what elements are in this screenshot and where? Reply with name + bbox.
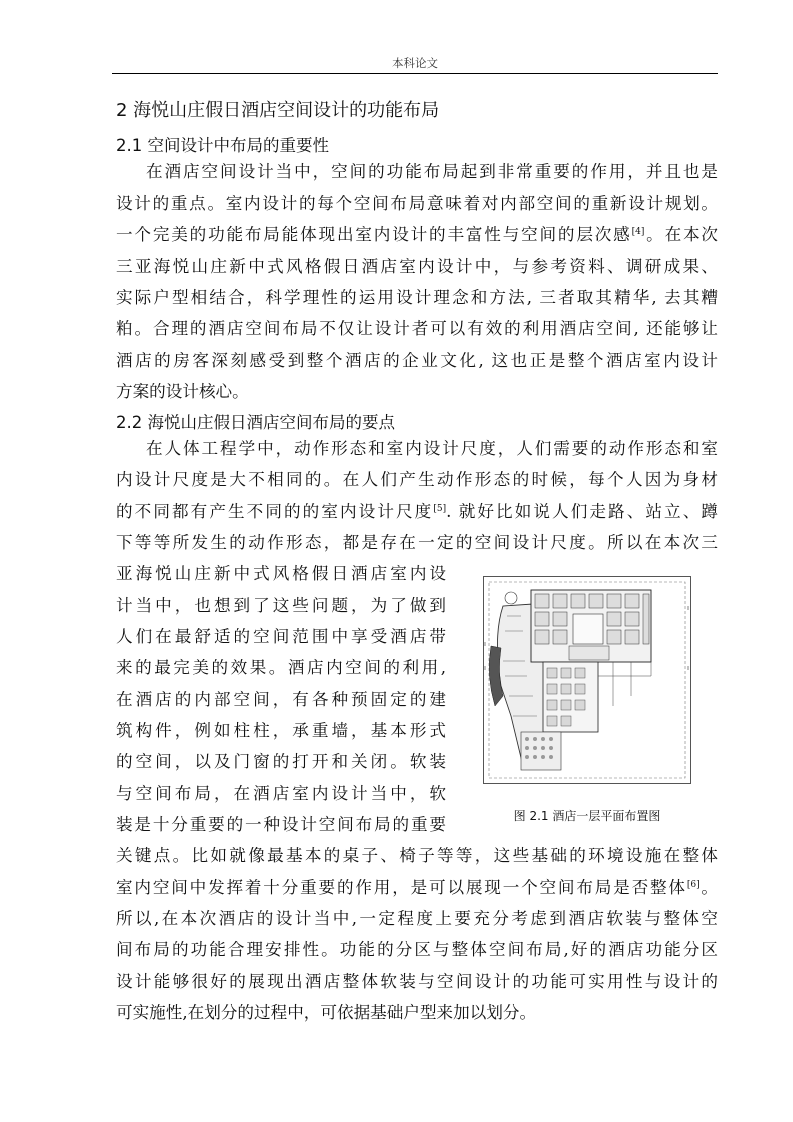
paragraph-line: 下等等所发生的动作形态，都是存在一定的空间设计尺度。所以在本次三 [116,533,718,552]
paragraph-line: 人们在最舒适的空间范围中享受酒店带 [116,627,446,646]
paragraph-line: 在人体工程学中，动作形态和室内设计尺度，人们需要的动作形态和室 [146,439,718,458]
paragraph-line: 与空间布局，在酒店室内设计当中，软 [116,784,446,803]
paragraph-line: 的不同都有产生不同的的室内设计尺度[5]. 就好比如说人们走路、站立、蹲 [116,502,718,521]
paragraph-line: 设计的重点。室内设计的每个空间布局意味着对内部空间的重新设计规划。 [116,194,718,213]
section-title: 2 海悦山庄假日酒店空间设计的功能布局 [116,100,440,121]
paragraph-line: 装是十分重要的一种设计空间布局的重要 [116,815,446,834]
paragraph-line: 方案的设计核心。 [116,382,249,401]
subsection-title-2-1: 2.1 空间设计中布局的重要性 [116,136,329,155]
paragraph-line: 室内空间中发挥着十分重要的作用，是可以展现一个空间布局是否整体[6]。 [116,878,719,897]
paragraph-line: 亚海悦山庄新中式风格假日酒店室内设 [116,564,446,583]
paragraph-line: 所以,在本次酒店的设计当中,一定程度上要充分考虑到酒店软装与整体空 [116,909,718,928]
paragraph-line: 在酒店的内部空间，有各种预固定的建 [116,690,446,709]
paragraph-line: 实际户型相结合，科学理性的运用设计理念和方法, 三者取其精华, 去其糟 [116,288,718,307]
citation: [4] [631,227,645,237]
subsection-title-2-2: 2.2 海悦山庄假日酒店空间布局的要点 [116,413,395,432]
paragraph-line: 来的最完美的效果。酒店内空间的利用, [116,658,446,677]
floor-plan-figure [483,576,691,784]
paragraph-line: 三亚海悦山庄新中式风格假日酒店室内设计中，与参考资料、调研成果、 [116,257,718,276]
paragraph-line: 一个完美的功能布局能体现出室内设计的丰富性与空间的层次感[4]。在本次 [116,225,718,244]
paragraph-line: 内设计尺度是大不相同的。在人们产生动作形态的时候，每个人因为身材 [116,470,718,489]
paragraph-line: 的空间，以及门窗的打开和关闭。软装 [116,752,446,771]
paragraph-line: 筑构件，例如柱柱，承重墙，基本形式 [116,721,446,740]
citation: [5] [433,504,447,514]
header-rule [112,73,718,74]
running-header: 本科论文 [392,56,438,70]
paragraph-line: 粕。合理的酒店空间布局不仅让设计者可以有效的利用酒店空间, 还能够让 [116,319,718,338]
paragraph-line: 间布局的功能合理安排性。功能的分区与整体空间布局,好的酒店功能分区 [116,940,718,959]
citation: [6] [686,880,700,890]
paragraph-line: 可实施性,在划分的过程中，可依据基础户型来加以划分。 [116,1003,537,1022]
paragraph-line: 计当中，也想到了这些问题，为了做到 [116,596,446,615]
figure-caption: 图 2.1 酒店一层平面布置图 [513,809,661,823]
paragraph-line: 设计能够很好的展现出酒店整体软装与空间设计的功能可实用性与设计的 [116,972,718,991]
paragraph-line: 关键点。比如就像最基本的桌子、椅子等等，这些基础的环境设施在整体 [116,846,718,865]
paragraph-line: 酒店的房客深刻感受到整个酒店的企业文化, 这也正是整个酒店室内设计 [116,351,718,370]
paragraph-line: 在酒店空间设计当中，空间的功能布局起到非常重要的作用，并且也是 [146,162,718,181]
